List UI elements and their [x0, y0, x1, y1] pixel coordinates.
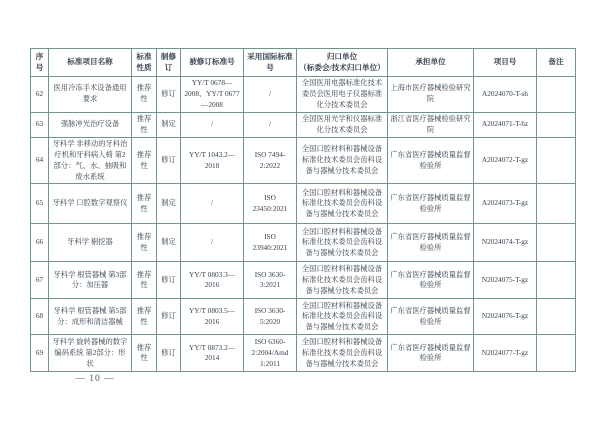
cell-project-number: N2024074-T-gz [474, 224, 537, 262]
table-row-69 [31, 335, 576, 372]
cell-action: 制定 [157, 184, 181, 224]
cell-org: 全国口腔材料和器械设备标准化技术委员会齿科设备与器械分技术委员会 [297, 137, 388, 184]
cell-action: 修订 [157, 299, 181, 335]
header-intl-standard: 采用国际标准号 [244, 49, 297, 77]
cell-undertaker: 浙江省医疗器械检验研究院 [388, 112, 474, 137]
cell-project-name: 医用冷冻手术设备通用要求 [49, 77, 132, 113]
cell-project-name: 牙科学 根管器械 第5部分：成形和清洁器械 [49, 299, 132, 335]
table-row-63 [31, 112, 576, 137]
cell-org: 全国口腔材料和器械设备标准化技术委员会齿科设备与器械分技术委员会 [297, 299, 388, 335]
header-action: 制修订 [157, 49, 181, 77]
cell-org: 全国口腔材料和器械设备标准化技术委员会齿科设备与器械分技术委员会 [297, 224, 388, 262]
header-remark: 备注 [537, 49, 576, 77]
cell-serial: 63 [31, 112, 49, 137]
cell-revised-standard: / [181, 112, 244, 137]
cell-org: 全国医用光学和仪器标准化分技术委员会 [297, 112, 388, 137]
cell-org: 全国口腔材料和器械设备标准化技术委员会齿科设备与器械分技术委员会 [297, 184, 388, 224]
cell-action: 制定 [157, 224, 181, 262]
header-nature: 标准性质 [132, 49, 157, 77]
cell-project-name: 强脉冲光治疗设备 [49, 112, 132, 137]
cell-revised-standard: / [181, 224, 244, 262]
standards-table [30, 48, 576, 372]
cell-remark [537, 335, 576, 372]
cell-nature: 推荐性 [132, 299, 157, 335]
cell-revised-standard: YY/T 0873.2—2014 [181, 335, 244, 372]
cell-nature: 推荐性 [132, 112, 157, 137]
cell-action: 修订 [157, 137, 181, 184]
cell-intl-standard: ISO 23450:2021 [244, 184, 297, 224]
cell-undertaker: 广东省医疗器械质量监督检验所 [388, 299, 474, 335]
table-row-66 [31, 224, 576, 262]
cell-remark [537, 137, 576, 184]
header-org-subtitle: （标委会/技术归口单位） [299, 62, 385, 72]
cell-revised-standard: YY/T 0803.3—2016 [181, 262, 244, 299]
cell-project-number: N2024075-T-gz [474, 262, 537, 299]
cell-serial: 65 [31, 184, 49, 224]
table-row-62 [31, 77, 576, 113]
cell-remark [537, 224, 576, 262]
cell-serial: 69 [31, 335, 49, 372]
cell-project-number: N2024077-T-gz [474, 335, 537, 372]
cell-project-name: 牙科学 旋转器械的数字编码系统 第2部分：形状 [49, 335, 132, 372]
header-serial: 序号 [31, 49, 49, 77]
cell-serial: 68 [31, 299, 49, 335]
cell-project-number: A2024073-T-gz [474, 184, 537, 224]
cell-revised-standard: YY/T 0678—2008、YY/T 0677—2008 [181, 77, 244, 113]
cell-action: 修订 [157, 335, 181, 372]
header-org [297, 49, 388, 77]
cell-project-name: 牙科学 根管器械 第3部分：加压器 [49, 262, 132, 299]
cell-undertaker: 上海市医疗器械检验研究院 [388, 77, 474, 113]
cell-serial: 66 [31, 224, 49, 262]
cell-intl-standard: / [244, 112, 297, 137]
cell-undertaker: 广东省医疗器械质量监督检验所 [388, 335, 474, 372]
cell-undertaker: 广东省医疗器械质量监督检验所 [388, 184, 474, 224]
cell-org: 全国口腔材料和器械设备标准化技术委员会齿科设备与器械分技术委员会 [297, 262, 388, 299]
cell-intl-standard: ISO 7494-2:2022 [244, 137, 297, 184]
cell-nature: 推荐性 [132, 262, 157, 299]
header-org-title: 归口单位 [326, 51, 358, 61]
cell-nature: 推荐性 [132, 184, 157, 224]
cell-intl-standard: ISO 23940:2021 [244, 224, 297, 262]
cell-action: 修订 [157, 77, 181, 113]
cell-serial: 64 [31, 137, 49, 184]
table-row-64 [31, 137, 576, 184]
cell-intl-standard: ISO 6360-2:2004/Amd 1:2011 [244, 335, 297, 372]
cell-project-name: 牙科学 剔挖器 [49, 224, 132, 262]
cell-intl-standard: ISO 3630-5:2020 [244, 299, 297, 335]
cell-intl-standard: / [244, 77, 297, 113]
page-number: — 10 — [75, 374, 115, 384]
header-project-name: 标准项目名称 [49, 49, 132, 77]
cell-remark [537, 77, 576, 113]
table-header-row [31, 49, 576, 77]
cell-remark [537, 262, 576, 299]
cell-nature: 推荐性 [132, 137, 157, 184]
header-project-number: 项目号 [474, 49, 537, 77]
table-row-67 [31, 262, 576, 299]
cell-serial: 67 [31, 262, 49, 299]
cell-remark [537, 299, 576, 335]
cell-remark [537, 184, 576, 224]
cell-project-number: A2024071-T-hz [474, 112, 537, 137]
table-row-65 [31, 184, 576, 224]
cell-intl-standard: ISO 3630-3:2021 [244, 262, 297, 299]
cell-org: 全国口腔材料和器械设备标准化技术委员会齿科设备与器械分技术委员会 [297, 335, 388, 372]
cell-project-number: A2024070-T-sh [474, 77, 537, 113]
cell-nature: 推荐性 [132, 224, 157, 262]
cell-serial: 62 [31, 77, 49, 113]
cell-project-number: N2024076-T-gz [474, 299, 537, 335]
cell-undertaker: 广东省医疗器械质量监督检验所 [388, 262, 474, 299]
cell-remark [537, 112, 576, 137]
table-row-68 [31, 299, 576, 335]
cell-undertaker: 广东省医疗器械质量监督检验所 [388, 224, 474, 262]
cell-project-name: 牙科学 非移动的牙科治疗机和牙科病人椅 第2部分：气、水、抽吸和废水系统 [49, 137, 132, 184]
cell-project-name: 牙科学 口腔数字观察仪 [49, 184, 132, 224]
cell-action: 修订 [157, 262, 181, 299]
header-undertaker: 承担单位 [388, 49, 474, 77]
cell-nature: 推荐性 [132, 335, 157, 372]
cell-org: 全国医用电器标准化技术委员会医用电子仪器标准化分技术委员会 [297, 77, 388, 113]
header-revised-standard: 被修订标准号 [181, 49, 244, 77]
cell-action: 制定 [157, 112, 181, 137]
cell-nature: 推荐性 [132, 77, 157, 113]
cell-revised-standard: YY/T 0803.5—2016 [181, 299, 244, 335]
cell-project-number: A2024072-T-gz [474, 137, 537, 184]
cell-undertaker: 广东省医疗器械质量监督检验所 [388, 137, 474, 184]
cell-revised-standard: / [181, 184, 244, 224]
cell-revised-standard: YY/T 1043.2—2018 [181, 137, 244, 184]
